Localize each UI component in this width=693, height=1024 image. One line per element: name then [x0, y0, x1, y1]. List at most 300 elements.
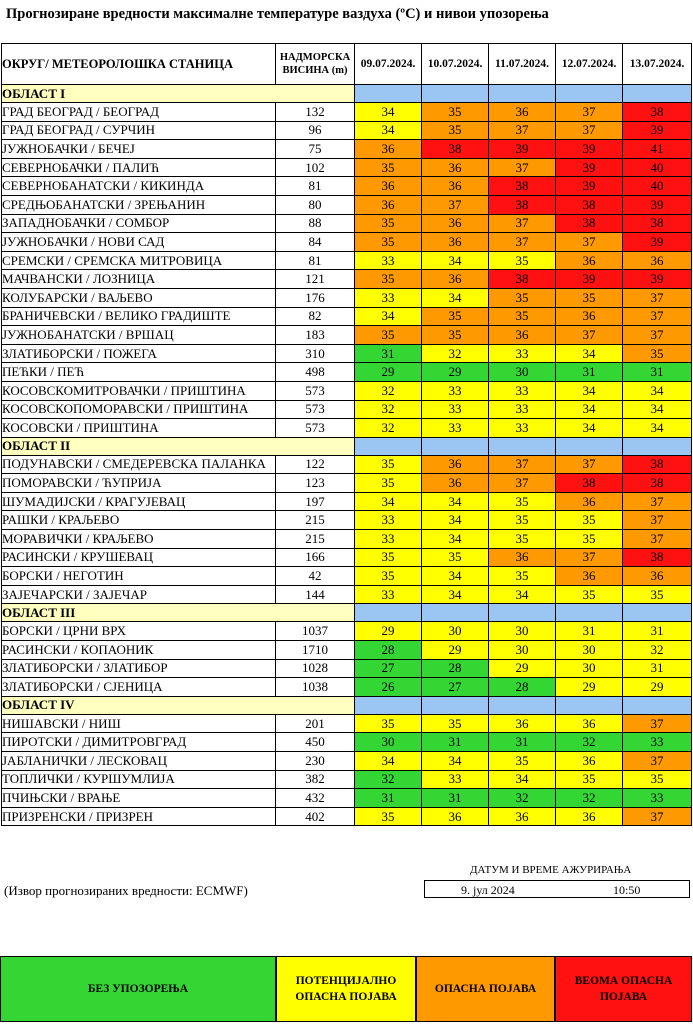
station-altitude: 573 [276, 419, 355, 438]
temperature-cell: 33 [355, 511, 422, 530]
region-fill-cell [623, 604, 692, 622]
temperature-cell: 35 [355, 714, 422, 733]
temperature-cell: 34 [422, 530, 489, 549]
station-name: ЗАПАДНОБАЧКИ / СОМБОР [2, 214, 276, 233]
temperature-cell: 35 [623, 344, 692, 363]
temperature-cell: 35 [489, 567, 556, 586]
temperature-cell: 28 [355, 641, 422, 660]
temperature-cell: 35 [355, 474, 422, 493]
temperature-cell: 33 [623, 789, 692, 808]
table-row [2, 530, 692, 549]
temperature-cell: 35 [623, 770, 692, 789]
temperature-cell: 34 [623, 381, 692, 400]
table-row [2, 121, 692, 140]
region-fill-cell [489, 696, 556, 714]
table-row [2, 770, 692, 789]
temperature-cell: 32 [556, 733, 623, 752]
temperature-cell: 29 [556, 678, 623, 697]
station-altitude: 498 [276, 363, 355, 382]
temperature-cell: 35 [355, 548, 422, 567]
warning-legend [0, 956, 692, 1022]
temperature-cell: 29 [355, 622, 422, 641]
temperature-cell: 29 [489, 659, 556, 678]
temperature-cell: 37 [556, 548, 623, 567]
temperature-cell: 31 [355, 789, 422, 808]
temperature-cell: 35 [355, 233, 422, 252]
region-fill-cell [422, 437, 489, 455]
temperature-cell: 34 [422, 752, 489, 771]
table-header-row [2, 44, 692, 85]
temperature-cell: 34 [623, 419, 692, 438]
temperature-cell: 29 [355, 363, 422, 382]
temperature-cell: 31 [623, 659, 692, 678]
temperature-cell: 34 [623, 400, 692, 419]
station-name: БРАНИЧЕВСКИ / ВЕЛИКО ГРАДИШТЕ [2, 307, 276, 326]
temperature-cell: 38 [489, 177, 556, 196]
legend-very-dangerous: ВЕОМА ОПАСНА ПОЈАВА [555, 956, 692, 1022]
temperature-cell: 35 [489, 307, 556, 326]
temperature-cell: 39 [623, 233, 692, 252]
station-altitude: 81 [276, 177, 355, 196]
table-row [2, 678, 692, 697]
region-fill-cell [556, 85, 623, 103]
temperature-cell: 35 [489, 288, 556, 307]
station-altitude: 310 [276, 344, 355, 363]
temperature-cell: 30 [489, 622, 556, 641]
temperature-cell: 38 [556, 195, 623, 214]
table-row [2, 548, 692, 567]
table-row [2, 511, 692, 530]
table-row [2, 419, 692, 438]
temperature-cell: 35 [489, 530, 556, 549]
temperature-cell: 37 [556, 326, 623, 345]
region-fill-cell [623, 85, 692, 103]
station-altitude: 122 [276, 455, 355, 474]
temperature-cell: 36 [489, 103, 556, 122]
temperature-cell: 37 [623, 326, 692, 345]
region-fill-cell [556, 437, 623, 455]
temperature-cell: 37 [556, 233, 623, 252]
temperature-cell: 38 [623, 103, 692, 122]
temperature-cell: 36 [355, 140, 422, 159]
temperature-cell: 34 [556, 419, 623, 438]
temperature-cell: 33 [489, 419, 556, 438]
station-name: ЈУЖНОБАЧКИ / БЕЧЕЈ [2, 140, 276, 159]
update-time: 10:50 [613, 883, 641, 897]
station-name: СРЕДЊОБАНАТСКИ / ЗРЕЊАНИН [2, 195, 276, 214]
temperature-cell: 38 [556, 214, 623, 233]
temperature-cell: 36 [556, 714, 623, 733]
temperature-cell: 30 [355, 733, 422, 752]
temperature-cell: 36 [556, 251, 623, 270]
station-name: БОРСКИ / НЕГОТИН [2, 567, 276, 586]
temperature-cell: 37 [489, 158, 556, 177]
temperature-cell: 39 [489, 140, 556, 159]
station-altitude: 166 [276, 548, 355, 567]
region-label: ОБЛАСТ IV [2, 696, 355, 714]
station-name: НИШАВСКИ / НИШ [2, 714, 276, 733]
temperature-cell: 34 [556, 381, 623, 400]
table-row [2, 807, 692, 826]
temperature-cell: 34 [355, 121, 422, 140]
temperature-cell: 37 [623, 752, 692, 771]
station-altitude: 123 [276, 474, 355, 493]
temperature-cell: 37 [556, 103, 623, 122]
temperature-cell: 33 [489, 344, 556, 363]
temperature-cell: 27 [355, 659, 422, 678]
station-altitude: 132 [276, 103, 355, 122]
date-column-header: 12.07.2024. [556, 44, 623, 85]
temperature-cell: 34 [422, 567, 489, 586]
station-name: СЕВЕРНОБАНАТСКИ / КИКИНДА [2, 177, 276, 196]
station-name: ЈУЖНОБАНАТСКИ / ВРШАЦ [2, 326, 276, 345]
temperature-cell: 39 [623, 270, 692, 289]
temperature-cell: 37 [623, 530, 692, 549]
temperature-cell: 38 [489, 270, 556, 289]
station-altitude: 88 [276, 214, 355, 233]
region-label: ОБЛАСТ II [2, 437, 355, 455]
region-fill-cell [355, 437, 422, 455]
station-altitude: 1028 [276, 659, 355, 678]
temperature-cell: 32 [422, 344, 489, 363]
temperature-cell: 35 [355, 326, 422, 345]
temperature-cell: 36 [422, 455, 489, 474]
temperature-cell: 36 [556, 307, 623, 326]
temperature-cell: 35 [556, 770, 623, 789]
station-altitude: 42 [276, 567, 355, 586]
station-altitude: 201 [276, 714, 355, 733]
temperature-cell: 34 [355, 307, 422, 326]
temperature-cell: 34 [422, 511, 489, 530]
region-fill-cell [489, 437, 556, 455]
temperature-cell: 36 [355, 177, 422, 196]
temperature-cell: 37 [489, 233, 556, 252]
temperature-cell: 28 [422, 659, 489, 678]
station-altitude: 230 [276, 752, 355, 771]
station-altitude: 197 [276, 492, 355, 511]
temperature-cell: 35 [489, 492, 556, 511]
table-row [2, 307, 692, 326]
temperature-cell: 35 [355, 567, 422, 586]
temperature-cell: 38 [556, 474, 623, 493]
temperature-cell: 37 [623, 807, 692, 826]
temperature-cell: 35 [489, 251, 556, 270]
station-name: РАСИНСКИ / КОПАОНИК [2, 641, 276, 660]
region-row [2, 437, 692, 455]
region-fill-cell [556, 604, 623, 622]
temperature-cell: 34 [355, 752, 422, 771]
temperature-cell: 36 [489, 807, 556, 826]
station-altitude: 121 [276, 270, 355, 289]
station-altitude: 183 [276, 326, 355, 345]
temperature-cell: 30 [489, 641, 556, 660]
table-row [2, 233, 692, 252]
table-row [2, 455, 692, 474]
temperature-cell: 37 [489, 214, 556, 233]
temperature-cell: 35 [422, 103, 489, 122]
temperature-cell: 33 [355, 585, 422, 604]
temperature-cell: 35 [422, 714, 489, 733]
station-altitude: 75 [276, 140, 355, 159]
table-row [2, 400, 692, 419]
temperature-cell: 38 [623, 214, 692, 233]
temperature-cell: 33 [422, 770, 489, 789]
temperature-cell: 34 [422, 288, 489, 307]
station-name: ПИРОТСКИ / ДИМИТРОВГРАД [2, 733, 276, 752]
temperature-cell: 37 [422, 195, 489, 214]
update-label: ДАТУМ И ВРЕМЕ АЖУРИРАЊА [470, 864, 632, 876]
station-name: ПЕЋКИ / ПЕЋ [2, 363, 276, 382]
table-row [2, 251, 692, 270]
temperature-cell: 38 [623, 548, 692, 567]
temperature-cell: 36 [489, 714, 556, 733]
temperature-cell: 35 [422, 326, 489, 345]
table-row [2, 214, 692, 233]
altitude-header-text: НАДМОРСКА ВИСИНА (m) [279, 52, 351, 76]
region-row [2, 604, 692, 622]
temperature-cell: 37 [623, 511, 692, 530]
temperature-cell: 36 [556, 492, 623, 511]
station-name: КОСОВСКОМИТРОВАЧКИ / ПРИШТИНА [2, 381, 276, 400]
temperature-cell: 34 [556, 400, 623, 419]
station-name: МАЧВАНСКИ / ЛОЗНИЦА [2, 270, 276, 289]
station-altitude: 144 [276, 585, 355, 604]
date-column-header: 13.07.2024. [623, 44, 692, 85]
temperature-cell: 35 [489, 511, 556, 530]
temperature-cell: 31 [623, 363, 692, 382]
station-name: ЗЛАТИБОРСКИ / СЈЕНИЦА [2, 678, 276, 697]
temperature-cell: 37 [489, 474, 556, 493]
station-name: СРЕМСКИ / СРЕМСКА МИТРОВИЦА [2, 251, 276, 270]
region-row [2, 85, 692, 103]
temperature-cell: 38 [422, 140, 489, 159]
region-fill-cell [355, 696, 422, 714]
station-altitude: 1037 [276, 622, 355, 641]
table-row [2, 567, 692, 586]
station-altitude: 102 [276, 158, 355, 177]
temperature-cell: 32 [355, 381, 422, 400]
temperature-cell: 29 [422, 641, 489, 660]
legend-no-warning: БЕЗ УПОЗОРЕЊА [0, 956, 276, 1022]
temperature-cell: 36 [623, 251, 692, 270]
temperature-cell: 36 [422, 270, 489, 289]
legend-potentially-dangerous: ПОТЕНЦИЈАЛНО ОПАСНА ПОЈАВА [276, 956, 416, 1022]
date-column-header: 10.07.2024. [422, 44, 489, 85]
temperature-cell: 36 [422, 177, 489, 196]
station-name: ЈАБЛАНИЧКИ / ЛЕСКОВАЦ [2, 752, 276, 771]
station-altitude: 215 [276, 530, 355, 549]
station-name: ПОМОРАВСКИ / ЋУПРИЈА [2, 474, 276, 493]
station-altitude: 84 [276, 233, 355, 252]
temperature-cell: 37 [623, 492, 692, 511]
temperature-cell: 35 [355, 214, 422, 233]
temperature-cell: 31 [556, 363, 623, 382]
table-row [2, 659, 692, 678]
update-date: 9. јул 2024 [461, 883, 515, 897]
temperature-cell: 32 [355, 419, 422, 438]
temperature-cell: 35 [355, 158, 422, 177]
station-altitude: 573 [276, 400, 355, 419]
temperature-cell: 37 [623, 288, 692, 307]
altitude-column-header [276, 44, 355, 85]
temperature-cell: 37 [489, 121, 556, 140]
table-row [2, 270, 692, 289]
station-name: МОРАВИЧКИ / КРАЉЕВО [2, 530, 276, 549]
temperature-cell: 31 [556, 622, 623, 641]
temperature-cell: 35 [556, 288, 623, 307]
temperature-cell: 29 [422, 363, 489, 382]
station-name: ГРАД БЕОГРАД / СУРЧИН [2, 121, 276, 140]
temperature-cell: 31 [355, 344, 422, 363]
temperature-cell: 32 [355, 400, 422, 419]
temperature-cell: 30 [422, 622, 489, 641]
station-altitude: 1710 [276, 641, 355, 660]
temperature-cell: 34 [489, 585, 556, 604]
region-fill-cell [623, 696, 692, 714]
station-name: РАСИНСКИ / КРУШЕВАЦ [2, 548, 276, 567]
region-fill-cell [489, 604, 556, 622]
station-altitude: 432 [276, 789, 355, 808]
temperature-cell: 33 [422, 419, 489, 438]
temperature-cell: 35 [355, 270, 422, 289]
temperature-cell: 36 [422, 807, 489, 826]
station-name: ГРАД БЕОГРАД / БЕОГРАД [2, 103, 276, 122]
temperature-cell: 33 [422, 381, 489, 400]
temperature-cell: 33 [355, 251, 422, 270]
region-fill-cell [355, 604, 422, 622]
table-row [2, 733, 692, 752]
station-name: ПЧИЊСКИ / ВРАЊЕ [2, 789, 276, 808]
date-column-header: 09.07.2024. [355, 44, 422, 85]
temperature-cell: 30 [556, 641, 623, 660]
station-altitude: 215 [276, 511, 355, 530]
temperature-cell: 31 [623, 622, 692, 641]
temperature-cell: 34 [355, 492, 422, 511]
table-row [2, 177, 692, 196]
region-fill-cell [623, 437, 692, 455]
station-name: ЗАЈЕЧАРСКИ / ЗАЈЕЧАР [2, 585, 276, 604]
table-row [2, 789, 692, 808]
region-fill-cell [556, 696, 623, 714]
temperature-cell: 38 [623, 474, 692, 493]
temperature-cell: 36 [623, 567, 692, 586]
update-box [424, 880, 690, 898]
station-altitude: 81 [276, 251, 355, 270]
temperature-cell: 35 [623, 585, 692, 604]
station-name: КОСОВСКИ / ПРИШТИНА [2, 419, 276, 438]
temperature-cell: 40 [623, 177, 692, 196]
station-altitude: 176 [276, 288, 355, 307]
temperature-cell: 36 [355, 195, 422, 214]
table-body [2, 85, 692, 826]
temperature-cell: 39 [623, 121, 692, 140]
temperature-cell: 37 [556, 121, 623, 140]
temperature-cell: 37 [623, 714, 692, 733]
region-fill-cell [489, 85, 556, 103]
temperature-cell: 36 [422, 158, 489, 177]
temperature-cell: 39 [556, 140, 623, 159]
temperature-cell: 32 [489, 789, 556, 808]
temperature-cell: 34 [422, 585, 489, 604]
temperature-cell: 39 [556, 158, 623, 177]
region-fill-cell [355, 85, 422, 103]
table-row [2, 585, 692, 604]
table-row [2, 474, 692, 493]
temperature-cell: 33 [489, 381, 556, 400]
temperature-cell: 36 [422, 233, 489, 252]
table-row [2, 363, 692, 382]
region-label: ОБЛАСТ I [2, 85, 355, 103]
station-name: БОРСКИ / ЦРНИ ВРХ [2, 622, 276, 641]
station-altitude: 82 [276, 307, 355, 326]
temperature-cell: 40 [623, 158, 692, 177]
temperature-cell: 35 [422, 121, 489, 140]
temperature-cell: 33 [355, 288, 422, 307]
temperature-cell: 31 [422, 733, 489, 752]
temperature-cell: 32 [556, 789, 623, 808]
table-row [2, 344, 692, 363]
station-name: ЗЛАТИБОРСКИ / ПОЖЕГА [2, 344, 276, 363]
station-altitude: 96 [276, 121, 355, 140]
temperature-cell: 36 [489, 548, 556, 567]
temperature-cell: 37 [489, 455, 556, 474]
temperature-cell: 33 [489, 400, 556, 419]
station-name: ТОПЛИЧКИ / КУРШУМЛИЈА [2, 770, 276, 789]
station-column-header: ОКРУГ/ МЕТЕОРОЛОШКА СТАНИЦА [2, 44, 276, 85]
temperature-cell: 34 [556, 344, 623, 363]
table-row [2, 288, 692, 307]
temperature-cell: 39 [556, 270, 623, 289]
temperature-cell: 35 [489, 752, 556, 771]
station-name: КОСОВСКОПОМОРАВСКИ / ПРИШТИНА [2, 400, 276, 419]
temperature-cell: 34 [422, 492, 489, 511]
temperature-cell: 36 [556, 807, 623, 826]
temperature-cell: 34 [422, 251, 489, 270]
station-name: КОЛУБАРСКИ / ВАЉЕВО [2, 288, 276, 307]
station-altitude: 382 [276, 770, 355, 789]
region-label: ОБЛАСТ III [2, 604, 355, 622]
region-fill-cell [422, 696, 489, 714]
temperature-cell: 29 [623, 678, 692, 697]
temperature-cell: 39 [623, 195, 692, 214]
table-row [2, 158, 692, 177]
table-row [2, 752, 692, 771]
station-name: ЈУЖНОБАЧКИ / НОВИ САД [2, 233, 276, 252]
temperature-cell: 33 [623, 733, 692, 752]
temperature-cell: 33 [355, 530, 422, 549]
table-row [2, 714, 692, 733]
station-name: ПРИЗРЕНСКИ / ПРИЗРЕН [2, 807, 276, 826]
temperature-cell: 41 [623, 140, 692, 159]
region-fill-cell [422, 85, 489, 103]
temperature-cell: 35 [355, 807, 422, 826]
temperature-cell: 38 [623, 455, 692, 474]
temperature-cell: 38 [489, 195, 556, 214]
temperature-cell: 35 [556, 585, 623, 604]
temperature-cell: 35 [355, 455, 422, 474]
station-altitude: 450 [276, 733, 355, 752]
station-name: СЕВЕРНОБАЧКИ / ПАЛИЋ [2, 158, 276, 177]
date-column-header: 11.07.2024. [489, 44, 556, 85]
station-altitude: 402 [276, 807, 355, 826]
station-name: ПОДУНАВСКИ / СМЕДЕРЕВСКА ПАЛАНКА [2, 455, 276, 474]
station-name: РАШКИ / КРАЉЕВО [2, 511, 276, 530]
table-row [2, 326, 692, 345]
table-row [2, 622, 692, 641]
station-altitude: 80 [276, 195, 355, 214]
temperature-cell: 28 [489, 678, 556, 697]
temperature-cell: 36 [422, 474, 489, 493]
